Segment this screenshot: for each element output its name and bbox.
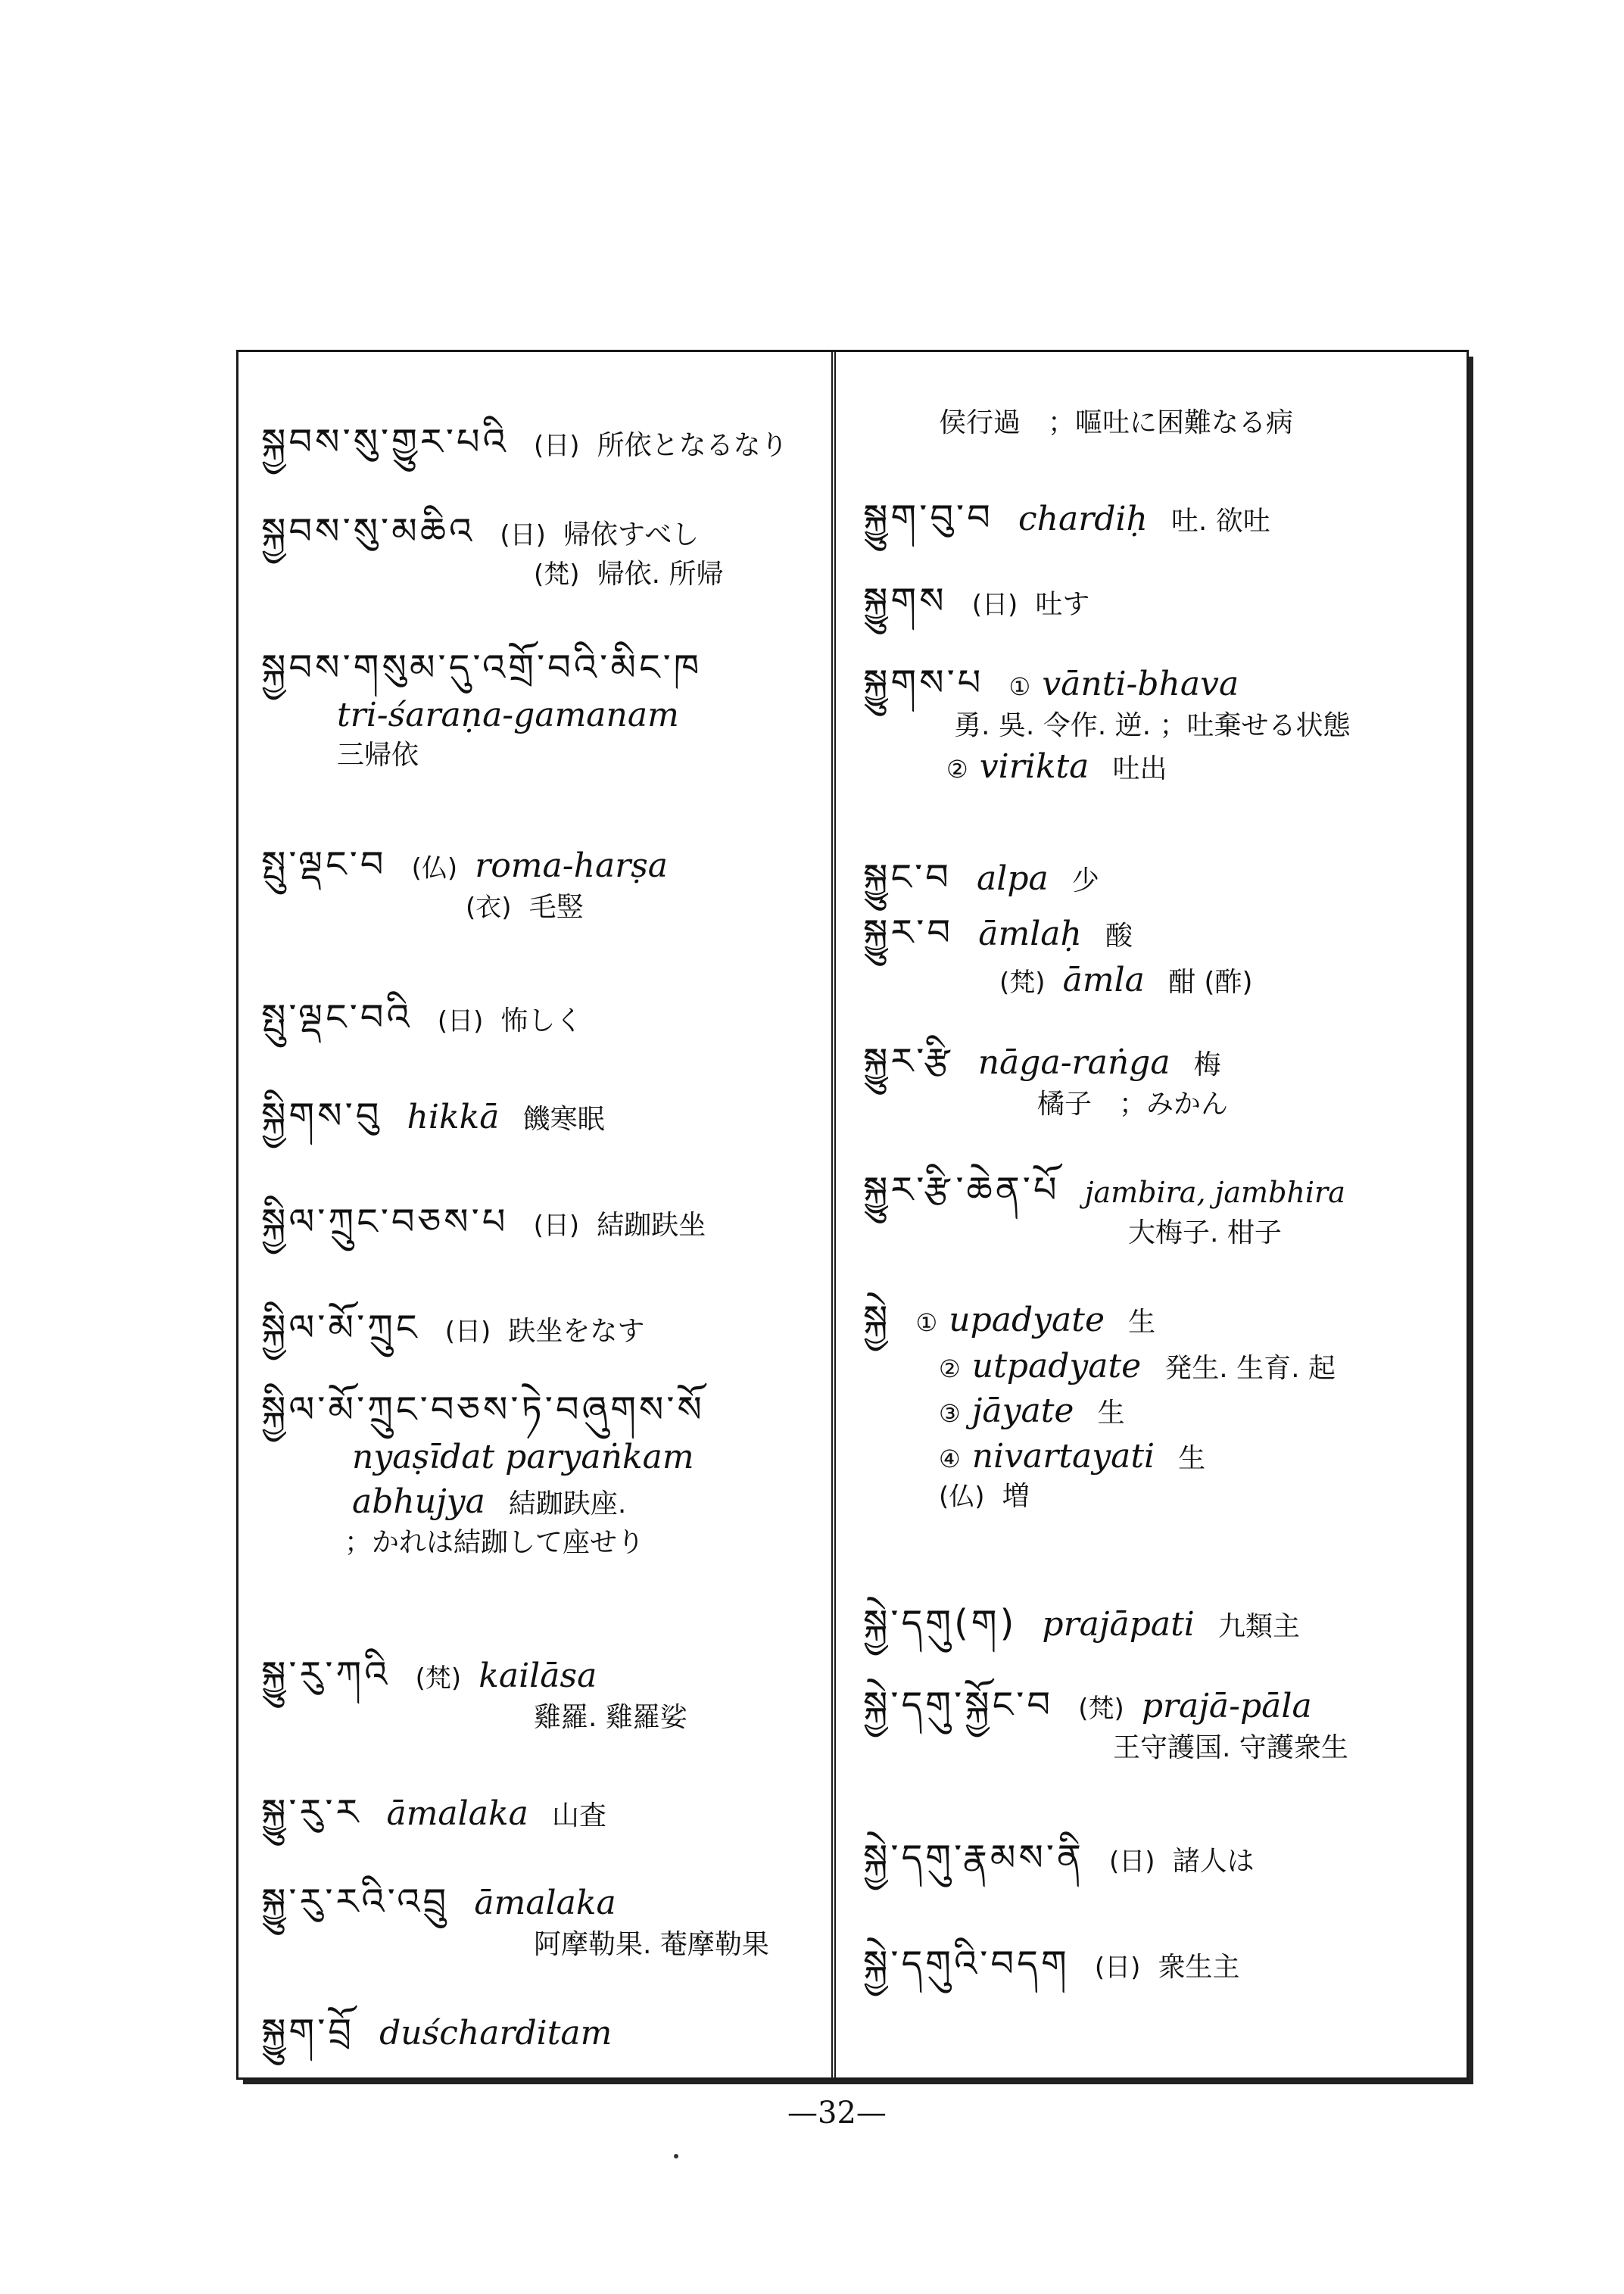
entry-right-12: [863, 1817, 1255, 1919]
entry-left-13: [261, 1991, 631, 2093]
sanskrit-term: virikta: [979, 747, 1089, 787]
tibetan-term: སྐྱིལ་ཀྲུང་བཅས་པ: [261, 1201, 509, 1243]
japanese-gloss: 九類主: [1217, 1611, 1300, 1642]
sanskrit-term: nivartayati: [971, 1436, 1155, 1476]
japanese-gloss: 少: [1071, 865, 1099, 896]
sanskrit-term: nāga-raṅga: [977, 1043, 1170, 1082]
item-number: ①: [915, 1308, 938, 1337]
source-tag: (日): [971, 590, 1018, 620]
tibetan-term: སྐྱེ: [863, 1298, 891, 1340]
entry-left-12: [261, 1878, 769, 1963]
entry-left-1: [261, 401, 788, 503]
japanese-gloss: 生: [1128, 1307, 1156, 1338]
tibetan-term: སྐྱབས་སུ་མཆིའ: [261, 510, 475, 553]
entry-left-2: [261, 507, 724, 593]
tibetan-term: སྐྱུ་རུ་ར: [261, 1791, 362, 1834]
item-number: ①: [1008, 672, 1031, 701]
japanese-gloss: 山査: [551, 1800, 606, 1831]
sanskrit-term: kailāsa: [478, 1657, 597, 1695]
japanese-gloss: 増: [1002, 1480, 1030, 1512]
sanskrit-term: hikkā: [407, 1098, 500, 1136]
tibetan-term: སྐྱིལ་མོ་ཀྲུང་བཅས་ཏེ་བཞུགས་སོ: [261, 1389, 705, 1431]
japanese-gloss: 侯行過 ；嘔吐に困難なる病: [939, 407, 1294, 438]
japanese-gloss: 生: [1178, 1442, 1206, 1474]
item-number: ③: [939, 1399, 961, 1429]
entry-right-3: [863, 560, 1089, 662]
scan-speck: [674, 2154, 678, 2158]
source-tag: (日): [533, 1211, 580, 1241]
tibetan-term: སྐྱུང་བ: [863, 856, 952, 899]
japanese-gloss: 衆生主: [1158, 1952, 1240, 1983]
sanskrit-term: tri-śaraṇa-gamanam: [337, 695, 679, 734]
japanese-gloss: 勇. 吳. 令作. 逆. ；吐棄せる状態: [954, 709, 1351, 741]
tibetan-term: སྐྱུག་བུ་བ: [863, 497, 993, 539]
sanskrit-term: prajāpati: [1042, 1605, 1195, 1644]
entry-left-9: [261, 1385, 726, 1561]
tibetan-term: སྐྱེ་དགུ་སྐྱོང་བ: [863, 1684, 1054, 1726]
japanese-gloss: ；かれは結跏して座せり: [344, 1526, 645, 1558]
tibetan-term: སྐྱེ་དགུ་རྣམས་ནི: [863, 1837, 1084, 1879]
item-number: ②: [946, 755, 968, 784]
sanskrit-term: utpadyate: [971, 1346, 1142, 1385]
entry-right-9: [863, 1295, 1336, 1516]
sanskrit-term: nyaṣīdat paryaṅkam: [352, 1437, 694, 1476]
japanese-gloss: 吐出: [1112, 753, 1167, 785]
sanskrit-term: roma-harṣa: [475, 846, 669, 885]
tibetan-term: སྐྱིལ་མོ་ཀྲུང: [261, 1307, 420, 1349]
sanskrit-term: āmla: [1062, 960, 1145, 999]
tibetan-term: སྐྱུར་བ: [863, 912, 954, 954]
tibetan-term: སྐྱུགས: [863, 580, 947, 622]
sanskrit-term: āmalaka: [474, 1884, 616, 1922]
tibetan-term: སྐྱུར་རྩི་ཆེན་པོ: [863, 1169, 1060, 1211]
japanese-gloss: 吐す: [1035, 589, 1090, 620]
japanese-gloss: 結跏趺坐: [597, 1210, 706, 1241]
japanese-gloss: 酸: [1105, 921, 1133, 952]
sanskrit-term: prajā-pāla: [1141, 1687, 1312, 1725]
source-tag: (梵): [1078, 1694, 1124, 1724]
entry-left-4: [261, 840, 687, 926]
tibetan-term: སྐྱེ་དགུའི་བདག: [863, 1943, 1070, 1985]
source-tag: (梵): [415, 1663, 462, 1694]
entry-right-4: [863, 659, 1351, 790]
tibetan-term: སྐྱིགས་བུ: [261, 1095, 382, 1137]
japanese-gloss: 梅: [1193, 1049, 1221, 1080]
tibetan-term: སྐྱུར་རྩི: [863, 1040, 953, 1083]
sanskrit-term: duścharditam: [379, 2014, 613, 2052]
source-tag: (日): [534, 431, 580, 461]
entry-left-5: [261, 977, 583, 1079]
japanese-gloss: 結跏趺座.: [508, 1488, 627, 1520]
japanese-gloss: 王守護国. 守護衆生: [1113, 1731, 1348, 1763]
japanese-gloss: 三帰依: [337, 740, 419, 771]
japanese-gloss: 生: [1097, 1398, 1125, 1429]
sanskrit-term: vānti-bhava: [1042, 665, 1239, 703]
entry-right-10: [863, 1582, 1300, 1685]
source-tag: (仏): [939, 1481, 985, 1512]
tibetan-term: སྐྱེ་དགུ(ག): [863, 1602, 1018, 1644]
source-tag: (日): [437, 1006, 484, 1036]
japanese-gloss: 毛竪: [528, 891, 584, 923]
source-tag: (日): [1109, 1847, 1155, 1877]
sanskrit-term: abhujya: [352, 1482, 485, 1522]
japanese-gloss: 雞羅. 雞羅娑: [534, 1701, 687, 1733]
japanese-gloss: 大梅子. 柑子: [1128, 1217, 1282, 1248]
entry-left-7: [261, 1181, 706, 1283]
sanskrit-term: āmalaka: [386, 1794, 528, 1833]
sanskrit-term: alpa: [977, 859, 1049, 898]
entry-right-7: [863, 1037, 1228, 1123]
japanese-gloss: 帰依すべし: [563, 519, 700, 550]
entry-left-3: [261, 644, 723, 775]
japanese-gloss: 帰依. 所帰: [597, 558, 724, 590]
source-tag: (日): [1094, 1953, 1141, 1983]
entry-left-10: [261, 1650, 687, 1736]
source-tag: (日): [500, 520, 546, 550]
tibetan-term: སྐྱུགས་པ: [863, 662, 984, 704]
entry-right-13: [863, 1923, 1239, 2025]
japanese-gloss: 諸人は: [1172, 1846, 1255, 1877]
entry-right-8: [863, 1166, 1345, 1251]
tibetan-term: སྤུ་ལྡང་བའི: [261, 996, 413, 1039]
source-tag: (梵): [999, 967, 1046, 998]
japanese-gloss: 阿摩勒果. 菴摩勒果: [534, 1928, 769, 1960]
column-divider: [831, 350, 836, 2080]
source-tag: (梵): [534, 559, 580, 590]
entry-right-6: [863, 909, 1253, 1002]
sanskrit-term: jāyate: [971, 1392, 1074, 1431]
entry-right-11: [863, 1681, 1348, 1766]
japanese-gloss: 酣 (酢): [1167, 966, 1253, 998]
japanese-gloss: 橘子 ；みかん: [1037, 1088, 1229, 1120]
japanese-gloss: 怖しく: [500, 1005, 583, 1036]
japanese-gloss: 趺坐をなす: [508, 1316, 645, 1347]
sanskrit-term: chardiḥ: [1018, 500, 1148, 538]
item-number: ②: [939, 1354, 961, 1383]
page-number: —32—: [787, 2096, 887, 2130]
source-tag: (衣): [466, 892, 512, 923]
sanskrit-term: jambira, jambhira: [1084, 1176, 1345, 1209]
japanese-gloss: 所依となるなり: [597, 430, 788, 461]
japanese-gloss: 発生. 生育. 起: [1164, 1352, 1336, 1384]
source-tag: (仏): [411, 853, 458, 884]
entry-left-8: [261, 1287, 644, 1389]
japanese-gloss: 吐. 欲吐: [1170, 506, 1270, 537]
entry-left-6: [261, 1075, 605, 1177]
entry-left-11: [261, 1772, 606, 1874]
tibetan-term: སྐྱུ་རུ་ཀའི: [261, 1653, 391, 1696]
japanese-gloss: 饑寒眠: [522, 1104, 605, 1135]
tibetan-term: སྐྱབས་སུ་གྱུར་པའི: [261, 421, 509, 463]
entry-right-1: [939, 401, 1293, 440]
item-number: ④: [939, 1444, 961, 1473]
sanskrit-term: upadyate: [949, 1301, 1105, 1339]
tibetan-term: སྐྱབས་གསུམ་དུ་འགྲོ་བའི་མིང་ཁ: [261, 647, 703, 689]
tibetan-term: སྤུ་ལྡང་བ: [261, 843, 387, 886]
sanskrit-term: āmlaḥ: [978, 915, 1082, 953]
tibetan-term: སྐྱུག་བྲོ: [261, 2011, 355, 2053]
tibetan-term: སྐྱུ་རུ་རའི་འབྲུ: [261, 1881, 450, 1923]
source-tag: (日): [444, 1317, 491, 1347]
